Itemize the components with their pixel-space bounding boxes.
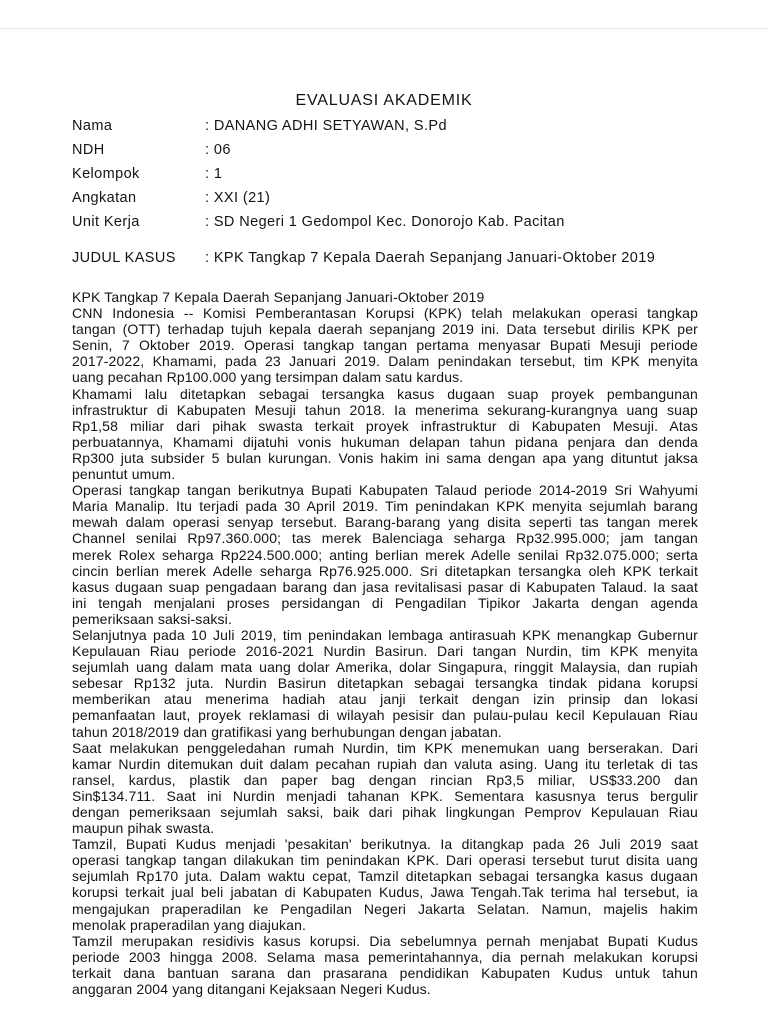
body-line: Khamami lalu ditetapkan sebagai tersangka kasus dugaan suap proyek pembangunan	[72, 385, 698, 402]
body-line: perbuatannya, Khamami dijatuhi vonis hukuman delapan tahun pidana penjara dan denda	[72, 433, 698, 450]
paragraph	[72, 740, 698, 837]
body-line: CNN Indonesia -- Komisi Pemberantasan Korupsi (KPK) telah melakukan operasi tangkap	[72, 305, 698, 322]
field-label: Nama	[72, 118, 113, 134]
field-label: Kelompok	[72, 166, 140, 182]
body-line: Saat melakukan penggeledahan rumah Nurdin, tim KPK menemukan uang berserakan. Dari	[72, 739, 698, 756]
body-line: tangan (OTT) terhadap tujuh kepala daerah sepanjang 2019 ini. Data tersebut dirilis KPK per	[72, 321, 698, 338]
body-line: menolak praperadilan yang diajukan.	[72, 916, 307, 933]
case-title-value: : KPK Tangkap 7 Kepala Daerah Sepanjang Januari-Oktober 2019	[205, 250, 656, 266]
body-line: merek Rolex seharga Rp224.500.000; anting berlian merek Adelle senilai Rp32.075.000; serta	[72, 546, 698, 563]
paragraph	[72, 305, 698, 385]
body-line: sejumlah uang dalam mata uang dolar Amerika, dolar Singapura, ringgit Malaysia, dan rupiah	[72, 659, 698, 676]
body-line: KPK Tangkap 7 Kepala Daerah Sepanjang Januari-Oktober 2019	[72, 289, 485, 305]
body-line: pemeriksaan saksi-saksi.	[72, 610, 232, 627]
body-line: Senin, 7 Oktober 2019. Operasi tangkap tangan pertama menyasar Bupati Mesuji periode	[72, 337, 698, 354]
body-line: operasi tangkap tangan dilakukan tim penindakan KPK. Dari operasi tersebut turut disita uang	[72, 852, 698, 869]
body-line: ini tengah menjalani proses persidangan di Pengadilan Tipikor Jakarta dengan agenda	[72, 594, 698, 611]
body-line: ransel, kardus, plastik dan paper bag dengan rincian Rp3,5 miliar, US$33.200 dan	[72, 771, 698, 788]
case-title-label: JUDUL KASUS	[72, 250, 176, 266]
body-line: 2017-2022, Khamami, pada 23 Januari 2019. Dalam penindakan tersebut, tim KPK menyita	[72, 353, 698, 370]
field-row-unit-kerja	[72, 210, 698, 234]
field-value: : DANANG ADHI SETYAWAN, S.Pd	[205, 118, 447, 134]
body-line: sejumlah Rp170 juta. Dalam waktu cepat, Tamzil ditetapkan sebagai tersangka kasus dugaan	[72, 868, 698, 885]
body-line: pemanfaatan laut, proyek reklamasi di wilayah pesisir dan pulau-pulau kecil Kepulauan Riau	[72, 707, 698, 724]
field-label: NDH	[72, 142, 105, 158]
body-line: mengajukan praperadilan ke Pengadilan Negeri Jakarta Selatan. Namun, majelis hakim	[72, 900, 698, 917]
body-line: terkait dana bantuan sarana dan prasarana pendidikan Kabupaten Kudus untuk tahun	[72, 964, 698, 981]
body-line: penuntut umum.	[72, 466, 176, 483]
paragraph	[72, 836, 698, 933]
body-line: Tamzil, Bupati Kudus menjadi 'pesakitan' berikutnya. Ia ditangkap pada 26 Juli 2019 saat	[72, 836, 698, 853]
paragraph	[72, 386, 698, 483]
identity-fields	[72, 114, 698, 234]
body-line: Kepulauan Riau periode 2016-2021 Nurdin Basirun. Dari tangan Nurdin, tim KPK menyita	[72, 643, 698, 660]
body-line: tahun 2018/2019 dan gratifikasi yang berhubungan dengan jabatan.	[72, 723, 502, 740]
body-line: Sin$134.711. Saat ini Nurdin menjadi tahanan KPK. Sementara kasusnya terus bergulir	[72, 787, 698, 804]
field-row-kelompok	[72, 162, 698, 186]
field-label: Angkatan	[72, 190, 137, 206]
field-value: : 06	[205, 142, 231, 158]
paragraph	[72, 627, 698, 740]
body-line: cincin berlian merek Adelle seharga Rp76.925.000. Sri ditetapkan tersangka oleh KPK terkait	[72, 562, 698, 579]
body-line: mewah dalam operasi senyap tersebut. Barang-barang yang disita seperti tas tangan merek	[72, 514, 698, 531]
body-line: dengan pemeriksaan sejumlah saksi, baik dari pihak lingkungan Pemprov Kepulauan Riau	[72, 804, 698, 820]
case-title-row	[72, 246, 698, 270]
body-line: periode 2003 hingga 2008. Selama masa pemerintahannya, dia pernah melakukan korupsi	[72, 948, 698, 965]
field-value: : 1	[205, 166, 223, 182]
page-top-rule	[0, 28, 768, 29]
field-label: Unit Kerja	[72, 214, 140, 230]
body-line: kamar Nurdin ditemukan duit dalam pecahan rupiah dan valuta asing. Uang itu terletak di tas	[72, 755, 698, 772]
body-line: anggaran 2004 yang ditangani Kejaksaan Negeri Kudus.	[72, 981, 431, 998]
body-line: Selanjutnya pada 10 Juli 2019, tim penindakan lembaga antirasuah KPK menangkap Gubernur	[72, 626, 698, 643]
body-line: Rp1,58 miliar dari pihak swasta terkait proyek infrastruktur di Kabupaten Mesuji. Atas	[72, 417, 698, 434]
body-text	[72, 289, 698, 997]
field-row-ndh	[72, 138, 698, 162]
body-line: sebesar Rp132 juta. Nurdin Basirun ditetapkan sebagai tersangka tindak pidana korupsi	[72, 675, 698, 692]
page-title: EVALUASI AKADEMIK	[295, 92, 473, 109]
paragraph	[72, 482, 698, 627]
body-line: Maria Manalip. Itu terjadi pada 30 April 2019. Tim penindakan KPK menyita sejumlah barang	[72, 498, 698, 515]
paragraph	[72, 933, 698, 997]
body-line: uang pecahan Rp100.000 yang tersimpan dalam satu kardus.	[72, 369, 464, 386]
body-line: kasus dugaan suap pengadaan barang dan jasa revitalisasi pasar di Kabupaten Talaud. Ia saat	[72, 578, 698, 595]
body-line: maupun pihak swasta.	[72, 820, 215, 837]
body-line: Tamzil merupakan residivis kasus korupsi. Dia sebelumnya pernah menjabat Bupati Kudus	[72, 932, 698, 949]
body-line: memberikan atau menerima hadiah atau janji terkait dengan izin prinsip dan lokasi	[72, 691, 698, 708]
field-value: : XXI (21)	[205, 190, 271, 206]
body-line: Operasi tangkap tangan berikutnya Bupati Kabupaten Talaud periode 2014-2019 Sri Wahyumi	[72, 482, 698, 499]
body-line: Channel senilai Rp97.360.000; tas merek Balenciaga seharga Rp32.995.000; jam tangan	[72, 530, 698, 547]
body-line: Rp300 juta subsider 5 bulan kurungan. Vonis hakim ini sama dengan apa yang dituntut jaksa	[72, 449, 698, 466]
field-row-angkatan	[72, 186, 698, 210]
body-line: korupsi terkait jual beli jabatan di Kabupaten Kudus, Jawa Tengah.Tak terima hal tersebut, ia	[72, 884, 698, 901]
field-value: : SD Negeri 1 Gedompol Kec. Donorojo Kab. Pacitan	[205, 214, 565, 230]
field-row-nama	[72, 114, 698, 138]
body-line: infrastruktur di Kabupaten Mesuji tahun 2018. Ia menerima sekurang-kurangnya uang suap	[72, 401, 698, 418]
paragraph	[72, 289, 698, 305]
